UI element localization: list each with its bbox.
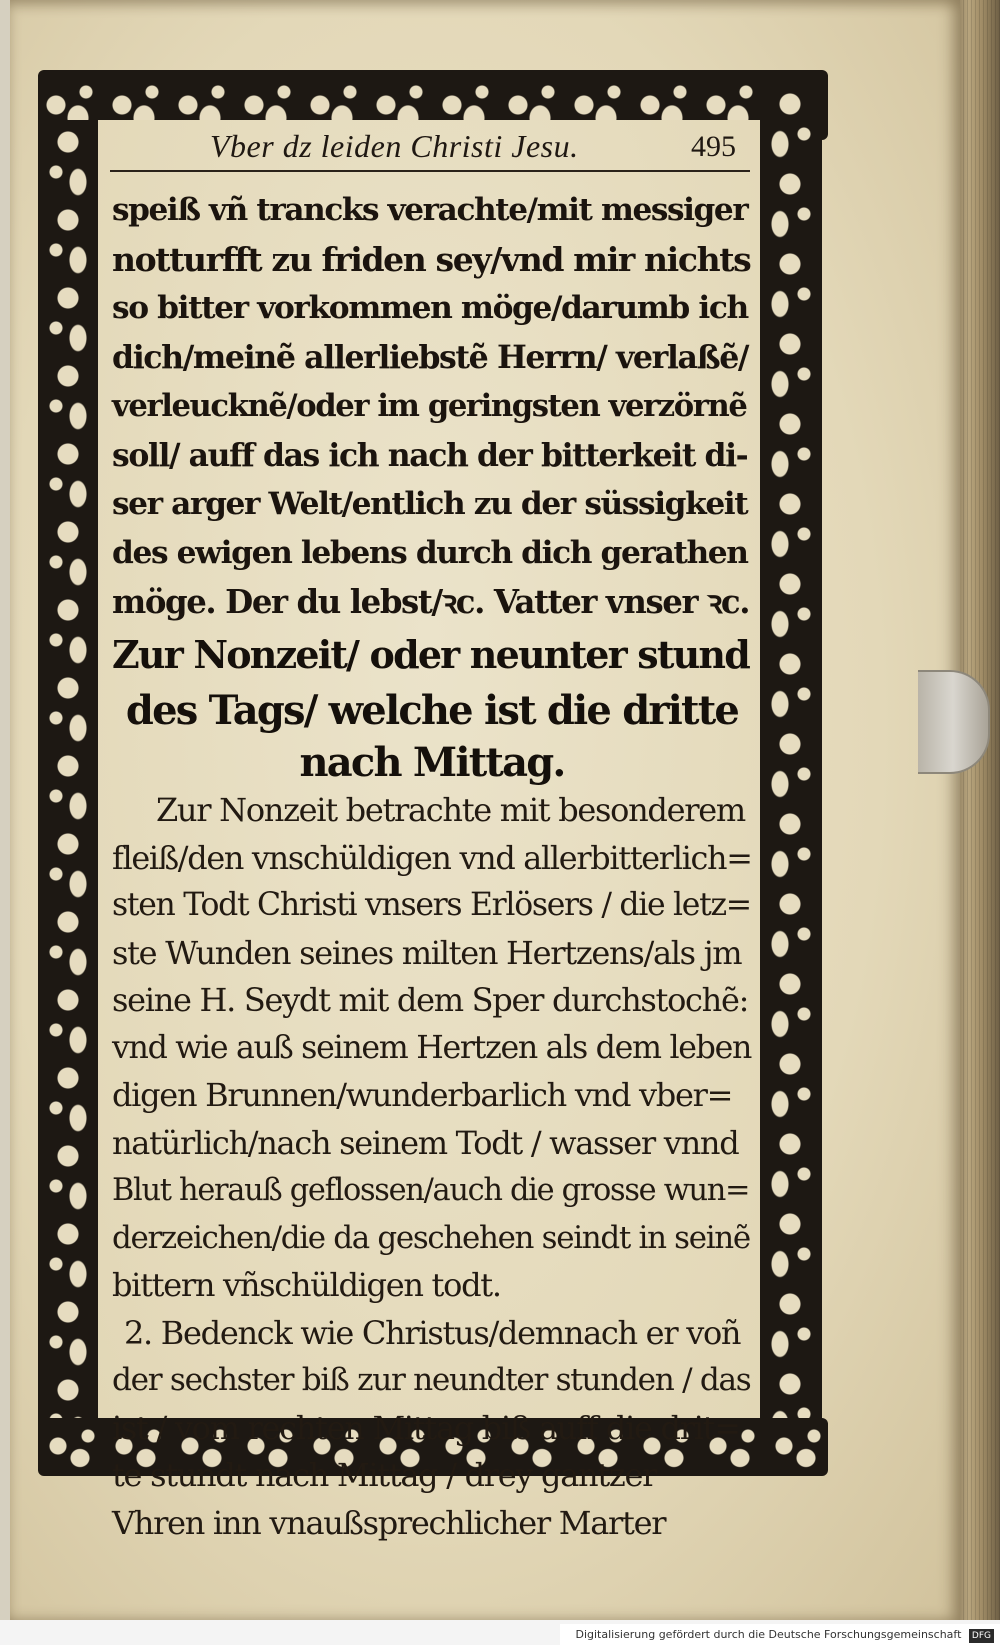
text-line: Zur Nonzeit betrachte mit besonderem (156, 791, 745, 829)
text-line: derzeichen/die da geschehen seindt in seinẽ (112, 1219, 750, 1256)
text-line: dich/meinẽ allerliebstẽ Herrn/ verlaßẽ/ (112, 339, 749, 376)
text-line: Vhren inn vnaußsprechlicher Marter (112, 1503, 666, 1542)
page-clip (918, 670, 990, 774)
credit-text: Digitalisierung gefördert durch die Deutsche Forschungsgemeinschaft (575, 1628, 962, 1641)
text-line: der sechster biß zur neundter stunden / das (112, 1362, 751, 1398)
text-line: bittern vñschüldigen todt. (112, 1266, 501, 1304)
text-line: seine H. Seydt mit dem Sper durchstochẽ: (112, 981, 749, 1019)
text-line: vnd wie auß seinem Hertzen als dem leben (112, 1029, 752, 1066)
text-line: 2. Bedenck wie Christus/demnach er voñ (124, 1313, 741, 1352)
section-heading-line: Zur Nonzeit/ oder neunter stund (112, 632, 749, 677)
text-line: des ewigen lebens durch dich gerathen (112, 535, 748, 571)
text-line: notturfft zu friden sey/vnd mir nichts (112, 240, 751, 279)
text-line: möge. Der du lebst/ꝛc. Vatter vnser ꝛc. (112, 583, 750, 621)
page-stack-edge (955, 0, 1000, 1620)
text-line: soll/ auff das ich nach der bitterkeit di- (112, 437, 748, 474)
text-line: so bitter vorkommen möge/darumb ich (112, 290, 748, 326)
text-line: verleucknẽ/oder im geringsten verzörnẽ (112, 388, 747, 424)
text-line: sten Todt Christi vnsers Erlösers / die letz= (112, 887, 751, 923)
text-line: Blut herauß geflossen/auch die grosse wun= (112, 1173, 750, 1208)
page-number: 495 (691, 130, 736, 163)
text-line: te stundt nach Mittag / drey gantzer (112, 1456, 657, 1494)
dfg-logo-icon: DFG (969, 1629, 994, 1643)
running-head (110, 126, 750, 172)
text-line: digen Brunnen/wunderbarlich vnd vber= (112, 1076, 733, 1114)
text-line: speiß vñ trancks verachte/mit messiger (112, 192, 748, 228)
digitization-credit (560, 1624, 1000, 1645)
section-heading-line: des Tags/ welche ist die dritte (125, 687, 739, 734)
text-line: fleiß/den vnschüldigen vnd allerbitterlich= (112, 838, 752, 877)
section-heading-line: nach Mittag. (299, 739, 565, 786)
ornament-border-right (760, 80, 822, 1475)
ornament-border-left (38, 120, 98, 1450)
text-line: ist / vom rechten Mittag biß auff die drit= (112, 1408, 740, 1447)
text-line: natürlich/nach seinem Todt / wasser vnnd (112, 1123, 739, 1162)
running-head-title: Vber dz leiden Christi Jesu. (210, 128, 579, 164)
page-text (112, 186, 752, 1547)
text-line: ser arger Welt/entlich zu der süssigkeit (112, 486, 748, 522)
text-line: ste Wunden seines milten Hertzens/als jm (112, 933, 742, 972)
